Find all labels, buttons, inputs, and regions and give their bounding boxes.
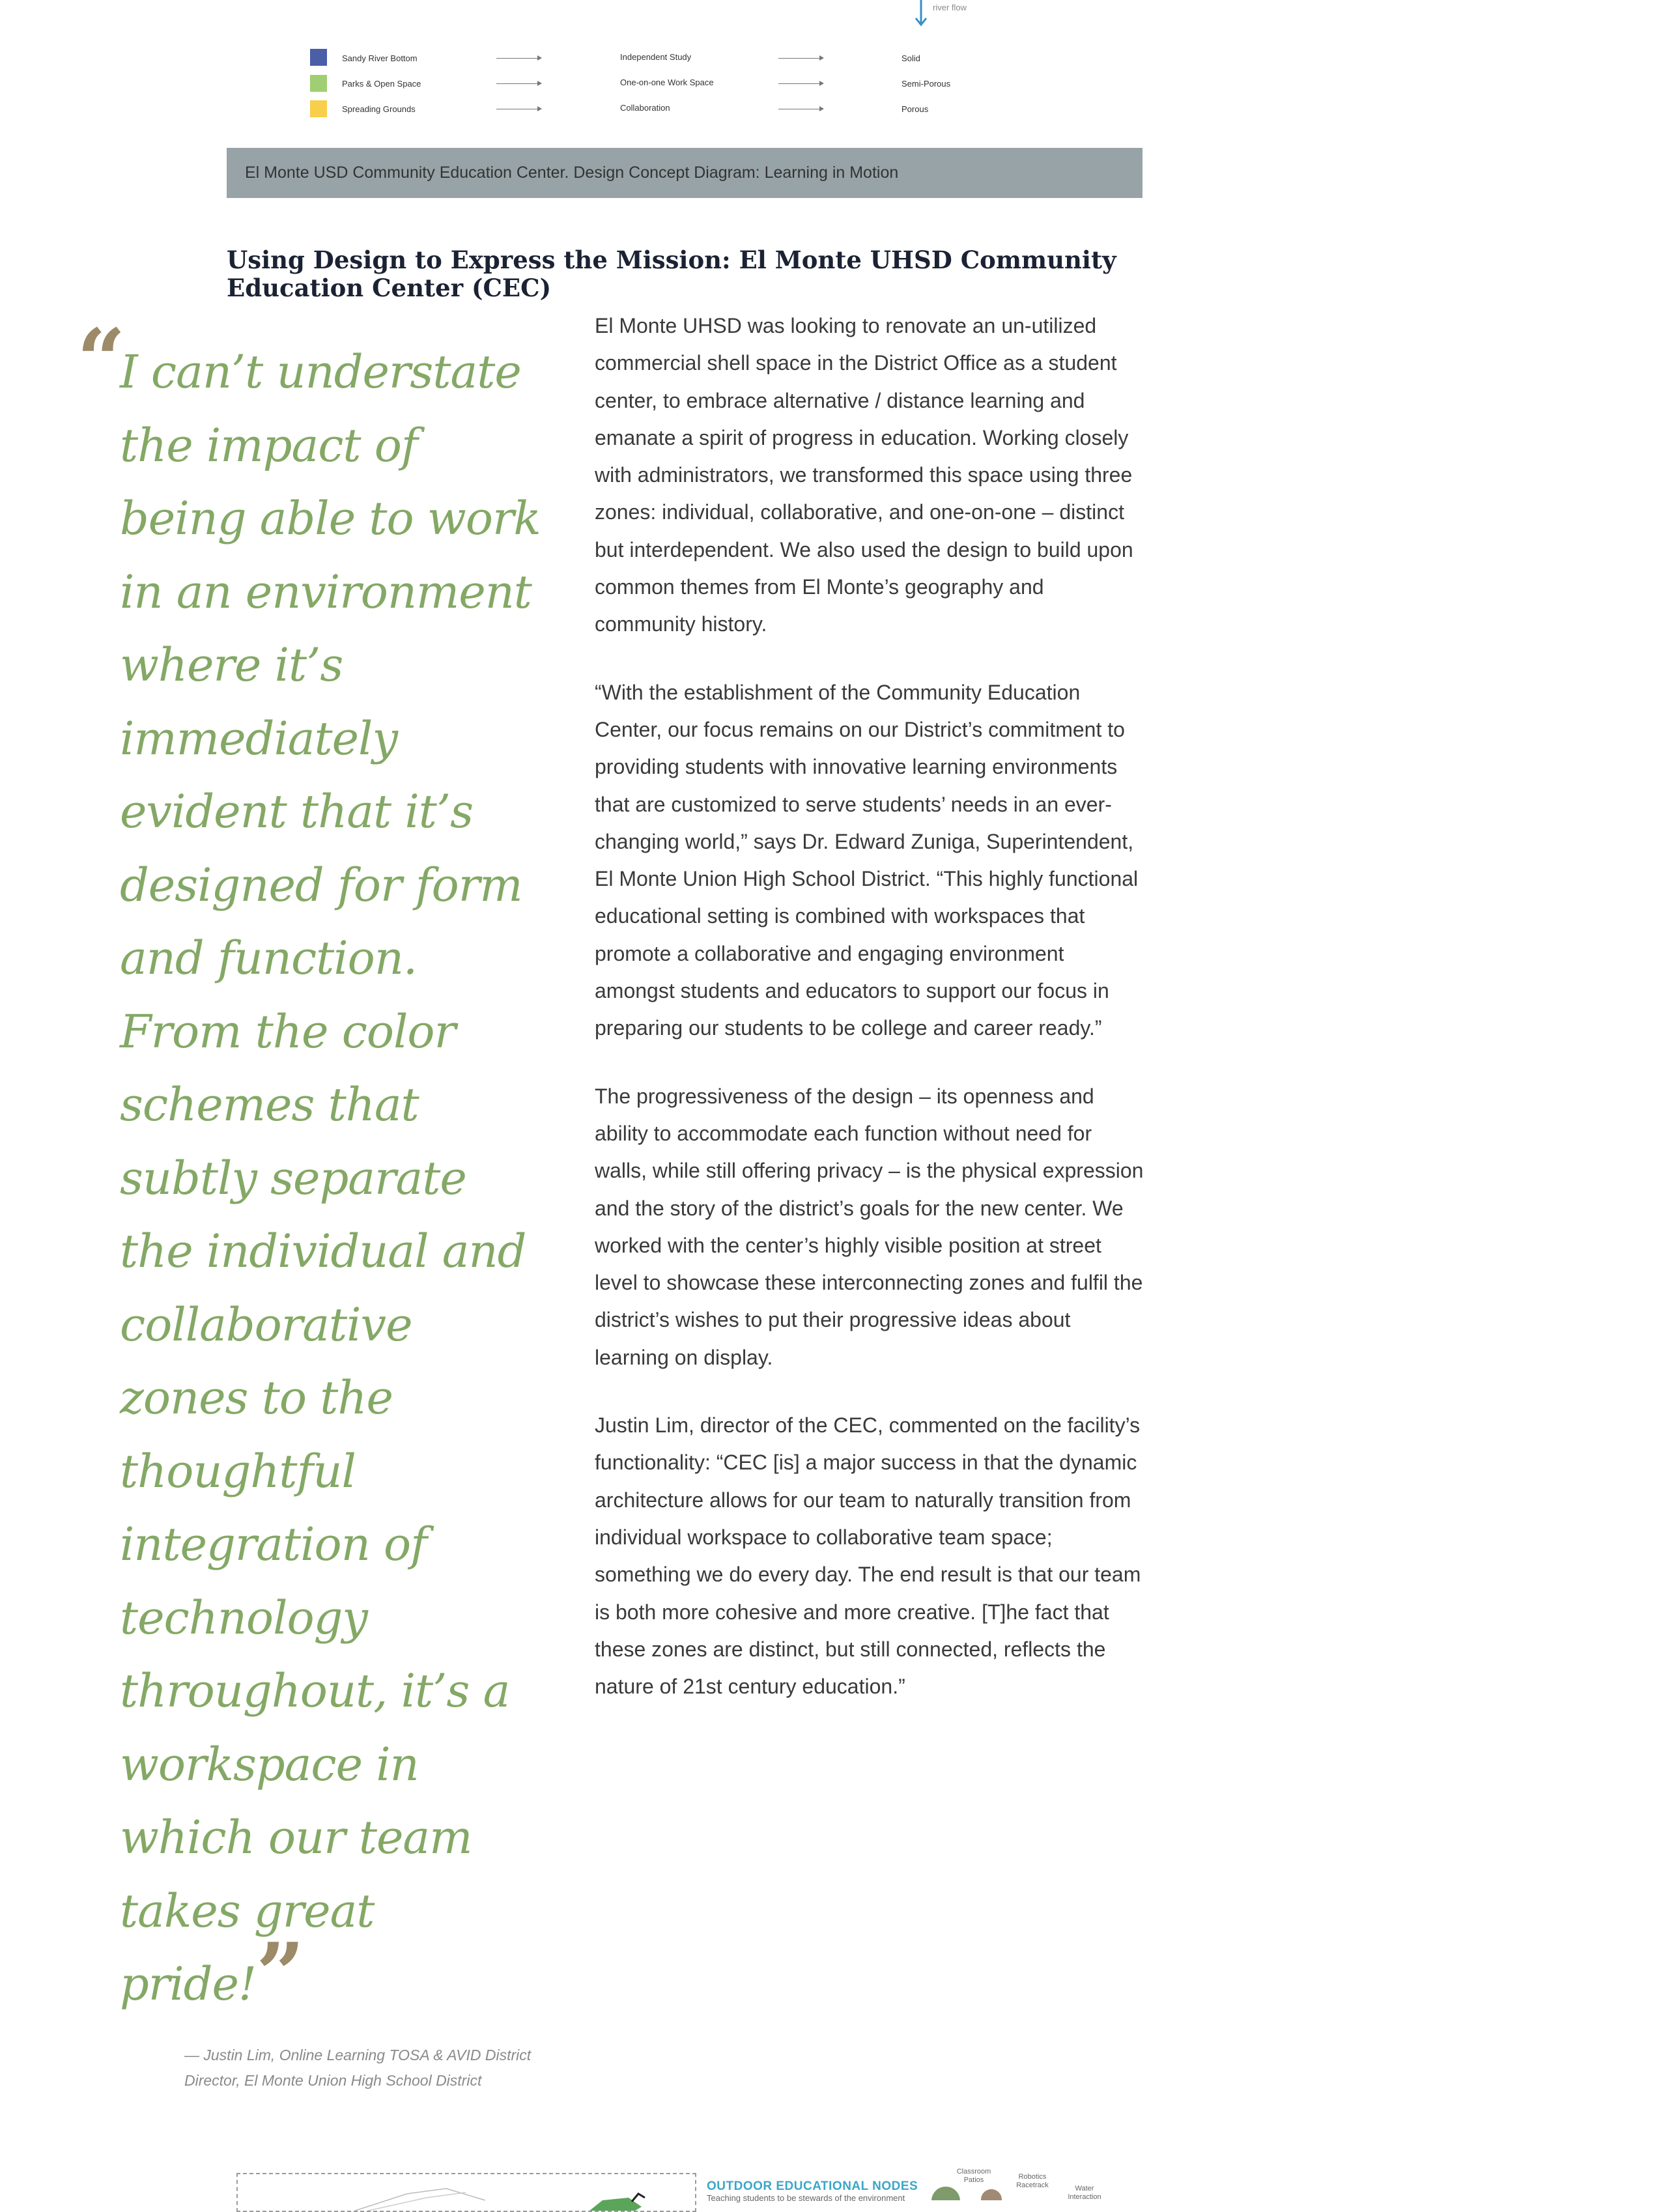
site-diagram-frame (236, 2173, 696, 2212)
paragraph: “With the establishment of the Community Education Center, our focus remains on our District’s commitment to providing students with innovative learning environments that are customized to serve students’ needs in an ever-changing world,” says Dr. Edward Zuniga, Superintendent, El Monte Union High School District. “This highly functional educational setting is combined with workspaces that promote a collaborative and engaging environment amongst students and educators to support our focus in preparing our students to be college and career ready.” (595, 680, 1139, 1040)
legend-swatch-spreading-grounds (310, 100, 327, 117)
paragraph: Justin Lim, director of the CEC, commented on the facility’s functionality: “CEC [is] a major success in that the dynamic architecture allows for our team to naturally transition from individual workspace to collaborative team space; something we do every day. The end result is that our team is both more cohesive and more creative. [T]he fact that these zones are distinct, but still connected, reflects the nature of 21st century education.” (595, 1413, 1141, 1699)
node-photos (925, 2179, 1010, 2200)
outdoor-nodes-title: OUTDOOR EDUCATIONAL NODES (707, 2179, 918, 2193)
legend-swatch-sandy-river-bottom (310, 49, 327, 66)
outdoor-nodes-subtitle: Teaching students to be stewards of the environment (707, 2193, 905, 2203)
article-body (595, 307, 1148, 1736)
legend-use: One-on-one Work Space (620, 78, 714, 87)
paragraph: The progressiveness of the design – its openness and ability to accommodate each function without need for walls, while still offering privacy – is the physical expression and the story of the district’s goals for the new center. We worked with the center’s highly visible position at street level to showcase these interconnecting zones and fulfil the district’s wishes to put their progressive ideas about learning on display. (595, 1084, 1144, 1369)
arrow-icon (778, 58, 823, 59)
legend-use: Independent Study (620, 52, 692, 62)
legend-label: Parks & Open Space (342, 79, 421, 89)
paragraph: El Monte UHSD was looking to renovate an un-utilized commercial shell space in the District Office as a student center, to embrace alternative / distance learning and emanate a spirit of progress in education. Working closely with administrators, we transformed this space using three zones: individual, collaborative, and one-on-one – distinct but interdependent. We also used the design to build upon common themes from El Monte’s geography and community history. (595, 314, 1133, 636)
legend-porosity: Porous (901, 104, 929, 114)
node-label: Water Interaction (1068, 2185, 1101, 2201)
section-title: Using Design to Express the Mission: El Monte UHSD Community Education Center (CEC) (227, 246, 1116, 302)
quote-attribution: — Justin Lim, Online Learning TOSA & AVID District Director, El Monte Union High School District (184, 2047, 532, 2089)
node-label: Classroom Patios (956, 2168, 991, 2184)
node-label: Robotics Racetrack (1016, 2173, 1049, 2189)
arrow-icon (496, 83, 541, 84)
site-plan-sketch (238, 2174, 694, 2211)
legend-use: Collaboration (620, 103, 670, 113)
legend-porosity: Solid (901, 53, 920, 63)
open-quote-mark: “ (77, 310, 126, 410)
legend-porosity: Semi-Porous (901, 79, 951, 89)
figure-caption: El Monte USD Community Education Center. Design Concept Diagram: Learning in Motion (227, 148, 1142, 198)
legend-swatch-parks-open-space (310, 75, 327, 92)
pull-quote-text: I can’t understate the impact of being able to work in an environment where it’s immediately evident that it’s designed for form and function. From the color schemes that subtly separate the individual and collaborative zones to the thoughtful integration of technology throughout, it’s a workspace in which our team takes great pride! (120, 345, 541, 2011)
pull-quote (120, 335, 550, 2024)
arrow-icon (778, 83, 823, 84)
close-quote-mark: ” (256, 1924, 304, 2024)
arrow-icon (496, 58, 541, 59)
legend-label: Sandy River Bottom (342, 53, 418, 63)
legend-label: Spreading Grounds (342, 104, 416, 114)
river-flow-label: river flow (933, 3, 967, 12)
